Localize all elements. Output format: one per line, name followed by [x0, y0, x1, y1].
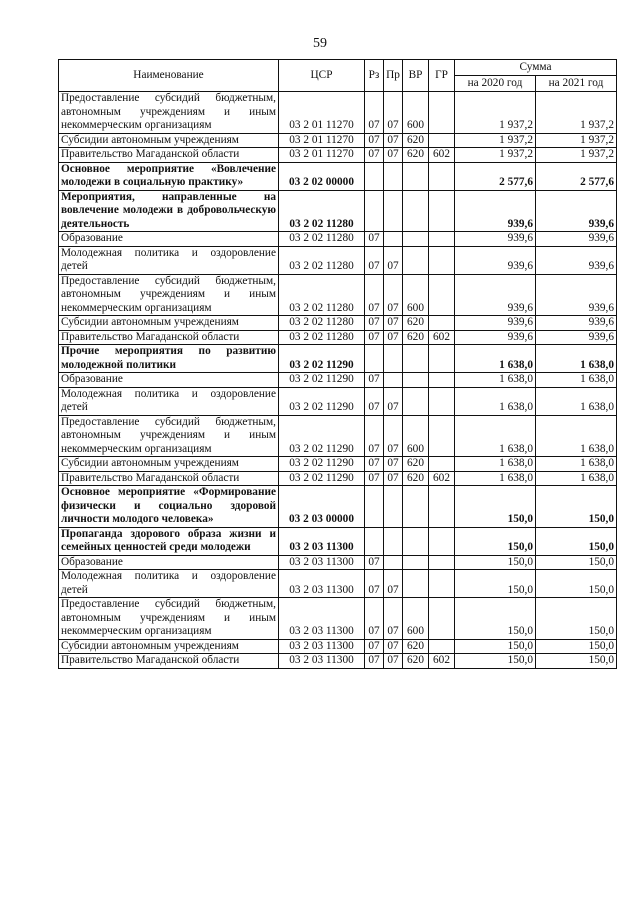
row-amount-2020: 1 638,0	[455, 415, 536, 457]
row-vr: 600	[403, 274, 429, 316]
row-gr	[429, 92, 455, 134]
row-rz: 07	[365, 570, 384, 598]
row-name: Предоставление субсидий бюджетным, автономным учреждениям и иным некоммерческим организациям	[59, 92, 279, 134]
row-vr	[403, 555, 429, 570]
row-csr: 03 2 02 11290	[279, 373, 365, 388]
row-pr	[384, 162, 403, 190]
row-name: Правительство Магаданской области	[59, 148, 279, 163]
row-vr: 620	[403, 316, 429, 331]
header-year-2021: на 2021 год	[536, 76, 617, 92]
row-name: Молодежная политика и оздоровление детей	[59, 570, 279, 598]
row-rz	[365, 345, 384, 373]
row-vr: 620	[403, 471, 429, 486]
row-csr: 03 2 02 11280	[279, 316, 365, 331]
row-amount-2020: 939,6	[455, 232, 536, 247]
row-rz: 07	[365, 639, 384, 654]
row-pr	[384, 486, 403, 528]
row-pr: 07	[384, 570, 403, 598]
row-csr: 03 2 03 11300	[279, 654, 365, 669]
row-gr	[429, 527, 455, 555]
row-name: Образование	[59, 555, 279, 570]
row-amount-2021: 1 638,0	[536, 373, 617, 388]
row-gr	[429, 345, 455, 373]
row-rz	[365, 527, 384, 555]
table-row	[59, 654, 617, 669]
row-vr	[403, 345, 429, 373]
row-rz: 07	[365, 415, 384, 457]
header-year-2020: на 2020 год	[455, 76, 536, 92]
row-gr	[429, 415, 455, 457]
row-csr: 03 2 02 11280	[279, 232, 365, 247]
row-name: Образование	[59, 373, 279, 388]
row-pr: 07	[384, 471, 403, 486]
row-gr	[429, 555, 455, 570]
table-row	[59, 345, 617, 373]
row-rz: 07	[365, 232, 384, 247]
table-row	[59, 373, 617, 388]
table-row	[59, 415, 617, 457]
row-rz: 07	[365, 555, 384, 570]
row-csr: 03 2 03 11300	[279, 527, 365, 555]
table-row	[59, 457, 617, 472]
row-name: Предоставление субсидий бюджетным, автономным учреждениям и иным некоммерческим организациям	[59, 274, 279, 316]
row-gr	[429, 639, 455, 654]
row-rz: 07	[365, 246, 384, 274]
row-gr	[429, 274, 455, 316]
table-row	[59, 471, 617, 486]
row-amount-2020: 150,0	[455, 527, 536, 555]
row-amount-2021: 1 937,2	[536, 92, 617, 134]
table-row	[59, 190, 617, 232]
row-amount-2020: 1 638,0	[455, 345, 536, 373]
row-pr	[384, 527, 403, 555]
row-amount-2021: 1 638,0	[536, 387, 617, 415]
row-rz: 07	[365, 457, 384, 472]
row-csr: 03 2 02 11280	[279, 330, 365, 345]
row-amount-2020: 1 937,2	[455, 148, 536, 163]
header-vr: ВР	[403, 60, 429, 92]
row-pr: 07	[384, 246, 403, 274]
row-amount-2021: 939,6	[536, 232, 617, 247]
row-name: Субсидии автономным учреждениям	[59, 316, 279, 331]
row-vr	[403, 190, 429, 232]
table-row	[59, 274, 617, 316]
row-vr	[403, 162, 429, 190]
table-row	[59, 232, 617, 247]
row-csr: 03 2 02 00000	[279, 162, 365, 190]
row-csr: 03 2 02 11290	[279, 345, 365, 373]
row-gr	[429, 232, 455, 247]
row-amount-2020: 1 937,2	[455, 133, 536, 148]
table-row	[59, 598, 617, 640]
row-name: Мероприятия, направленные на вовлечение молодежи в добровольческую деятельность	[59, 190, 279, 232]
row-csr: 03 2 02 11280	[279, 190, 365, 232]
row-csr: 03 2 03 11300	[279, 555, 365, 570]
row-name: Пропаганда здорового образа жизни и семейных ценностей среди молодежи	[59, 527, 279, 555]
header-pr: Пр	[384, 60, 403, 92]
row-amount-2021: 150,0	[536, 654, 617, 669]
row-name: Основное мероприятие «Вовлечение молодежи в социальную практику»	[59, 162, 279, 190]
row-gr	[429, 190, 455, 232]
row-pr	[384, 345, 403, 373]
row-amount-2021: 939,6	[536, 246, 617, 274]
row-amount-2020: 150,0	[455, 639, 536, 654]
row-pr	[384, 555, 403, 570]
table-row	[59, 92, 617, 134]
row-vr	[403, 570, 429, 598]
table-row	[59, 133, 617, 148]
row-pr: 07	[384, 415, 403, 457]
row-amount-2020: 1 638,0	[455, 387, 536, 415]
row-amount-2020: 150,0	[455, 654, 536, 669]
row-rz: 07	[365, 471, 384, 486]
row-rz	[365, 190, 384, 232]
row-amount-2020: 150,0	[455, 598, 536, 640]
table-row	[59, 316, 617, 331]
row-csr: 03 2 02 11290	[279, 471, 365, 486]
row-amount-2020: 939,6	[455, 330, 536, 345]
row-amount-2020: 939,6	[455, 246, 536, 274]
header-name: Наименование	[59, 60, 279, 92]
row-rz: 07	[365, 598, 384, 640]
header-rz: Рз	[365, 60, 384, 92]
table-row	[59, 246, 617, 274]
row-name: Молодежная политика и оздоровление детей	[59, 246, 279, 274]
row-name: Правительство Магаданской области	[59, 654, 279, 669]
row-vr: 620	[403, 457, 429, 472]
row-name: Субсидии автономным учреждениям	[59, 639, 279, 654]
row-amount-2021: 150,0	[536, 570, 617, 598]
row-gr: 602	[429, 471, 455, 486]
row-rz: 07	[365, 316, 384, 331]
row-gr: 602	[429, 148, 455, 163]
row-amount-2020: 150,0	[455, 555, 536, 570]
row-csr: 03 2 02 11280	[279, 274, 365, 316]
page-number: 59	[313, 36, 327, 51]
row-name: Образование	[59, 232, 279, 247]
row-amount-2021: 939,6	[536, 274, 617, 316]
row-vr: 620	[403, 639, 429, 654]
row-name: Субсидии автономным учреждениям	[59, 133, 279, 148]
row-vr	[403, 527, 429, 555]
row-pr	[384, 232, 403, 247]
row-amount-2021: 150,0	[536, 486, 617, 528]
row-rz: 07	[365, 92, 384, 134]
row-pr: 07	[384, 148, 403, 163]
row-pr: 07	[384, 133, 403, 148]
row-rz: 07	[365, 330, 384, 345]
row-pr: 07	[384, 598, 403, 640]
header-gr: ГР	[429, 60, 455, 92]
table-row	[59, 148, 617, 163]
row-csr: 03 2 02 11290	[279, 457, 365, 472]
row-vr: 620	[403, 148, 429, 163]
table-row	[59, 162, 617, 190]
table-row	[59, 555, 617, 570]
table-row	[59, 570, 617, 598]
row-vr: 600	[403, 92, 429, 134]
row-amount-2021: 2 577,6	[536, 162, 617, 190]
row-rz: 07	[365, 148, 384, 163]
row-csr: 03 2 03 11300	[279, 639, 365, 654]
row-gr	[429, 457, 455, 472]
row-vr: 600	[403, 415, 429, 457]
row-amount-2021: 150,0	[536, 527, 617, 555]
row-vr	[403, 373, 429, 388]
row-amount-2021: 939,6	[536, 330, 617, 345]
row-vr	[403, 246, 429, 274]
row-amount-2020: 939,6	[455, 274, 536, 316]
row-pr	[384, 190, 403, 232]
row-pr: 07	[384, 654, 403, 669]
row-pr: 07	[384, 457, 403, 472]
row-pr: 07	[384, 92, 403, 134]
row-name: Правительство Магаданской области	[59, 330, 279, 345]
row-amount-2020: 150,0	[455, 570, 536, 598]
row-amount-2020: 1 937,2	[455, 92, 536, 134]
row-amount-2021: 1 638,0	[536, 457, 617, 472]
table-row	[59, 330, 617, 345]
row-gr	[429, 387, 455, 415]
row-rz	[365, 162, 384, 190]
row-pr: 07	[384, 316, 403, 331]
row-csr: 03 2 01 11270	[279, 92, 365, 134]
row-rz: 07	[365, 133, 384, 148]
budget-table	[58, 59, 617, 669]
row-csr: 03 2 01 11270	[279, 133, 365, 148]
row-pr: 07	[384, 274, 403, 316]
row-vr	[403, 387, 429, 415]
row-amount-2020: 939,6	[455, 316, 536, 331]
row-amount-2021: 1 638,0	[536, 471, 617, 486]
row-rz: 07	[365, 654, 384, 669]
row-name: Субсидии автономным учреждениям	[59, 457, 279, 472]
row-amount-2021: 150,0	[536, 555, 617, 570]
row-csr: 03 2 03 11300	[279, 598, 365, 640]
row-amount-2020: 150,0	[455, 486, 536, 528]
row-amount-2021: 150,0	[536, 598, 617, 640]
row-csr: 03 2 02 11280	[279, 246, 365, 274]
row-amount-2020: 1 638,0	[455, 373, 536, 388]
row-amount-2021: 1 638,0	[536, 415, 617, 457]
row-csr: 03 2 02 11290	[279, 387, 365, 415]
row-pr	[384, 373, 403, 388]
row-amount-2021: 939,6	[536, 316, 617, 331]
row-gr: 602	[429, 330, 455, 345]
row-amount-2020: 1 638,0	[455, 457, 536, 472]
row-pr: 07	[384, 639, 403, 654]
header-sum: Сумма	[455, 60, 617, 76]
table-row	[59, 639, 617, 654]
row-gr: 602	[429, 654, 455, 669]
header-csr: ЦСР	[279, 60, 365, 92]
row-gr	[429, 570, 455, 598]
row-amount-2020: 1 638,0	[455, 471, 536, 486]
row-name: Прочие мероприятия по развитию молодежной политики	[59, 345, 279, 373]
row-vr	[403, 232, 429, 247]
row-csr: 03 2 03 00000	[279, 486, 365, 528]
row-gr	[429, 316, 455, 331]
row-csr: 03 2 01 11270	[279, 148, 365, 163]
table-row	[59, 486, 617, 528]
row-amount-2020: 939,6	[455, 190, 536, 232]
row-name: Предоставление субсидий бюджетным, автономным учреждениям и иным некоммерческим организациям	[59, 415, 279, 457]
row-gr	[429, 162, 455, 190]
row-rz	[365, 486, 384, 528]
row-vr: 600	[403, 598, 429, 640]
row-csr: 03 2 03 11300	[279, 570, 365, 598]
table-row	[59, 527, 617, 555]
row-gr	[429, 373, 455, 388]
row-vr	[403, 486, 429, 528]
row-name: Предоставление субсидий бюджетным, автономным учреждениям и иным некоммерческим организациям	[59, 598, 279, 640]
row-amount-2021: 1 937,2	[536, 133, 617, 148]
row-name: Молодежная политика и оздоровление детей	[59, 387, 279, 415]
row-rz: 07	[365, 387, 384, 415]
row-csr: 03 2 02 11290	[279, 415, 365, 457]
row-name: Правительство Магаданской области	[59, 471, 279, 486]
row-rz: 07	[365, 274, 384, 316]
row-gr	[429, 598, 455, 640]
row-amount-2021: 1 638,0	[536, 345, 617, 373]
row-gr	[429, 246, 455, 274]
row-amount-2021: 939,6	[536, 190, 617, 232]
table-header	[59, 60, 617, 92]
row-vr: 620	[403, 330, 429, 345]
row-gr	[429, 486, 455, 528]
row-name: Основное мероприятие «Формирование физически и социально здоровой личности молодого человека»	[59, 486, 279, 528]
row-pr: 07	[384, 387, 403, 415]
row-amount-2021: 150,0	[536, 639, 617, 654]
table-row	[59, 387, 617, 415]
row-pr: 07	[384, 330, 403, 345]
row-amount-2020: 2 577,6	[455, 162, 536, 190]
table-body	[59, 92, 617, 669]
row-gr	[429, 133, 455, 148]
row-vr: 620	[403, 654, 429, 669]
row-rz: 07	[365, 373, 384, 388]
row-amount-2021: 1 937,2	[536, 148, 617, 163]
row-vr: 620	[403, 133, 429, 148]
